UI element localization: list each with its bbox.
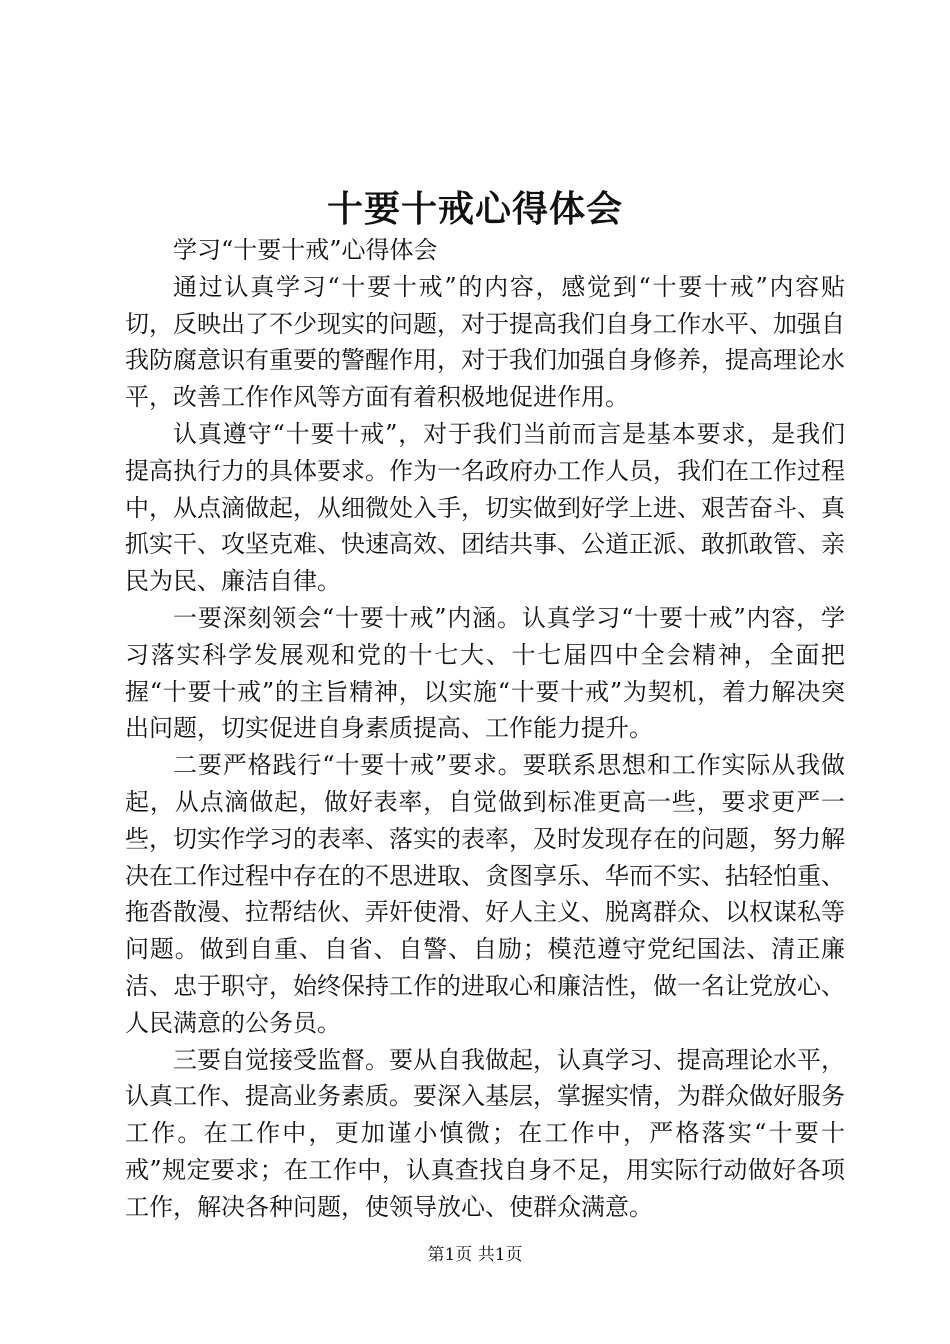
paragraph-subtitle: 学习“十要十戒”心得体会 [173, 236, 438, 264]
paragraph-point-one: 一要深刻领会“十要十戒”内涵。认真学习“十要十戒”内容，学习落实科学发展观和党的十七大、十七届四中全会精神，全面把握“十要十戒”的主旨精神，以实施“十要十戒”为契机，着力解决突出问题，切实促进自身素质提高、工作能力提升。 [125, 603, 845, 743]
paragraph-point-three: 三要自觉接受监督。要从自我做起，认真学习、提高理论水平，认真工作、提高业务素质。要深入基层，掌握实情，为群众做好服务工作。在工作中，更加谨小慎微；在工作中，严格落实“十要十戒”规定要求；在工作中，认真查找自身不足，用实际行动做好各项工作，解决各种问题，使领导放心、使群众满意。 [125, 1045, 845, 1221]
document-title: 十要十戒心得体会 [326, 188, 623, 230]
paragraph-requirements: 认真遵守“十要十戒”，对于我们当前而言是基本要求，是我们提高执行力的具体要求。作为一名政府办工作人员，我们在工作过程中，从点滴做起，从细微处入手，切实做到好学上进、艰苦奋斗、真抓实干、攻坚克难、快速高效、团结共事、公道正派、敢抓敢管、亲民为民、廉洁自律。 [125, 419, 845, 596]
paragraph-intro: 通过认真学习“十要十戒”的内容，感觉到“十要十戒”内容贴切，反映出了不少现实的问题，对于提高我们自身工作水平、加强自我防腐意识有重要的警醒作用，对于我们加强自身修养，提高理论水平，改善工作作风等方面有着积极地促进作用。 [125, 272, 845, 412]
page-footer: 第1页 共1页 [427, 1245, 523, 1265]
paragraph-point-two: 二要严格践行“十要十戒”要求。要联系思想和工作实际从我做起，从点滴做起，做好表率，自觉做到标准更高一些，要求更严一些，切实作学习的表率、落实的表率，及时发现存在的问题，努力解决在工作过程中存在的不思进取、贪图享乐、华而不实、拈轻怕重、拖沓散漫、拉帮结伙、弄奸使滑、好人主义、脱离群众、以权谋私等问题。做到自重、自省、自警、自励；模范遵守党纪国法、清正廉洁、忠于职守，始终保持工作的进取心和廉洁性，做一名让党放心、人民满意的公务员。 [125, 751, 845, 1037]
document-body [125, 232, 845, 1226]
